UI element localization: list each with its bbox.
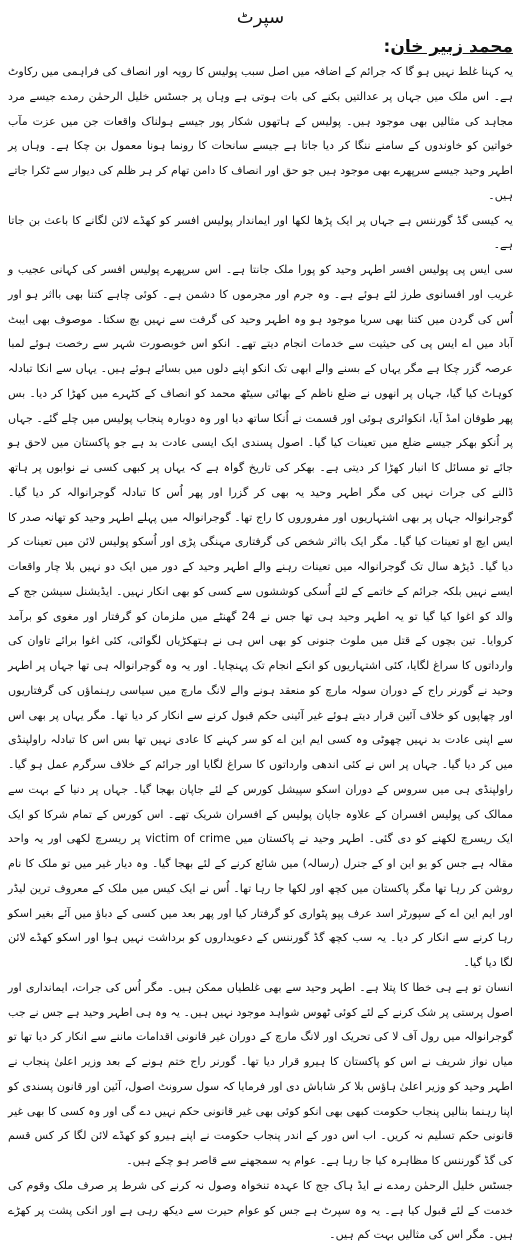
paragraph-3: سی ایس پی پولیس افسر اطہر وحید کو پورا ملک جانتا ہے۔ اس سرپھرے پولیس افسر کی کہانی عجیب و غریب اور افسانوی طرز لئے ہوئے ہے۔ وہ جرم اور مجرموں کا دشمن ہے۔ کوئی چاہے کتنا بھی بااثر ہو اور اُس کی گردن میں کتنا بھی سریا موجود ہو وہ اطہر وحید کی گرفت سے نہیں بچ سکتا۔ موصوف بھی ایبٹ آباد میں اے ایس پی کی حیثیت سے خدمات انجام دیتے تھے۔ انکو اس خوبصورت شہر سے رخصت ہوئے لمبا عرصہ گزر چکا ہے مگر یہاں کے بسنے والے ابھی تک انکو اپنے دلوں میں بسائے ہوئے ہیں۔ یہاں سے انکا تبادلہ کوہاٹ کیا گیا، جہاں پر انھوں نے ضلع ناظم کے بھائی سیٹھ محمد کو انصاف کے کٹہرے میں کھڑا کر دیا۔ بس پھر طوفان امڈ آیا، انکوائری ہوئی اور قسمت نے اُنکا ساتھ دیا اور وہ دوبارہ پنجاب پولیس میں چلے گئے۔ جہاں پر اُنکو بھکر جیسے ضلع میں تعینات کیا گیا۔ اصول پسندی ایک ایسی عادت بد ہے جو پاکستان میں لاحق ہو جائے تو مسائل کا انبار کھڑا کر دیتی ہے۔ بھکر کی تاریخ گواہ ہے کہ یہاں پر کبھی کسی نے نوابوں پر ہاتھ ڈالنے کی جرات نہیں کی مگر اطہر وحید یہ بھی کر گزرا اور پھر اُس کا تبادلہ گوجرانوالہ کر دیا گیا۔ گوجرانوالہ جہاں پر بھی اشتہاریوں اور مفروروں کا راج تھا۔ گوجرانوالہ میں پہلے اطہر وحید کو تھانہ صدر کا ایس ایچ او تعینات کیا گیا۔ مگر ایک بااثر شخص کی گرفتاری مہنگی پڑی اور اُسکو پولیس لائن میں تعینات کر دیا گیا۔ ڈیڑھ سال تک گوجرانوالہ میں تعینات رہنے والے اطہر وحید کے دور میں ایک دو نہیں بلا چار واقعات ایسے نہیں بلکہ جرائم کے خاتمے کے لئے اُسکی کوششوں سے کسی کو بھی انکار نہیں۔ ایڈیشنل سیشن جج کے والد کو اغوا کیا گیا تو یہ اطہر وحید ہی تھا جس نے 24 گھنٹے میں ملزمان کو گرفتار اور مغوی کو برآمد کروایا۔ تین بچوں کے قتل میں ملوث جنونی کو بھی اس ہی نے ہتھکڑیاں لگوائی، کئی اغوا برائے تاوان کی وارداتوں کا سراغ لگایا، کئی اشتہاریوں کو انکے انجام تک پہنچایا۔ اور یہ وہ گوجرانوالہ ہی تھا جہاں پر اطہر وحید نے گورنر راج کے دوران سولہ مارچ کو منعقد ہونے والے لانگ مارچ میں سیاسی رہنماؤں کی گرفتاریوں اور چھاپوں کو خلاف آئین قرار دیتے ہوئے غیر آئینی حکم قبول کرنے سے انکار کر دیا تھا۔ مگر یہاں پر بھی اس سے اپنی عادت بد نہیں چھوٹی وہ کسی ایم این اے کو سر کہنے کا عادی نہیں تھا بس اس کا تبادلہ راولپنڈی میں کر دیا گیا۔ جہاں پر اس نے کئی اندھی وارداتوں کا سراغ لگایا اور جرائم کے خلاف سرگرم عمل ہو گیا۔ راولپنڈی ہی میں سروس کے دوران اسکو سپیشل کورس کے لئے جاپان بھجا گیا۔ جہاں پر دنیا کے بہت سے ممالک کی پولیس افسران کے علاوہ جاپان پولیس کے افسران شریک تھے۔ اس کورس کے تمام شرکا کو ایک ایک ریسرچ لکھنے کو دی گئی۔ اطہر وحید نے پاکستان میں victim of crime پر ریسرچ لکھی اور یہ واحد مقالہ ہے جس کو یو این او کے جنرل (رسالہ) میں شائع کرنے کے لئے بھجا گیا۔ وہ دیار غیر میں تو ملک کا نام روشن کر رہا تھا مگر پاکستان میں کچھ اور لکھا جا رہا تھا۔ اُس نے ایک کیس میں ملک کے معروف ترین لیڈر اور ایم این اے کے سپورٹر اسد عرف پپو پٹواری کو گرفتار کیا اور پھر بعد میں کسی کے دباؤ میں آئے بغیر اسکو رہا کرنے سے انکار کر دیا۔ یہ سب کچھ گڈ گورننس کے دعویداروں کو برداشت نہیں ہوا اور اسکو کھڈے لائن لگا دیا گیا۔ (8, 263, 513, 969)
paragraph-5: جسٹس خلیل الرحمٰن رمدے نے ایڈ ہاک جج کا عہدہ تنخواہ وصول نہ کرنے کی شرط پر صرف ملک وقوم کی خدمت کے لئے قبول کیا ہے۔ یہ وہ سپرٹ ہے جس کو عوام حیرت سے دیکھ رہی ہے اور انکی پشت پر کھڑے ہیں۔ مگر اس کی مثالیں بہت کم ہیں۔ (8, 1178, 513, 1242)
paragraph-2: یہ کیسی گڈ گورننس ہے جہاں پر ایک پڑھا لکھا اور ایماندار پولیس افسر کو کھڈے لائن لگانے کا باعث بن جاتا ہے۔ (8, 213, 513, 252)
byline (8, 36, 513, 58)
paragraph-4: انسان تو ہے ہی خطا کا پتلا ہے۔ اطہر وحید سے بھی غلطیاں ممکن ہیں۔ مگر اُس کی جرات، ایمانداری اور اصول پرستی پر شک کرنے کے لئے کوئی ٹھوس شواہد موجود نہیں ہیں۔ یہ وہ ہی اطہر وحید ہے جس نے جب گوجرانوالہ میں رول آف لا کی تحریک اور لانگ مارچ کے دوران غیر قانونی اقدامات ماننے سے انکار کر دیا تھا تو میاں نواز شریف نے اس کو پاکستان کا ہیرو قرار دیا تھا۔ گورنر راج ختم ہونے کے بعد وزیر اعلیٰ پنجاب نے اطہر وحید کو وزیر اعلیٰ ہاؤس بلا کر شاباش دی اور فرمایا کہ سول سرونٹ اصول، آئین اور قانون پسندی کو اپنا رہنما بنالیں پنجاب حکومت کبھی بھی انکو کوئی بھی غیر قانونی حکم نہیں دے گی اور وہ کسی کا بھی غیر قانونی حکم تسلیم نہ کریں۔ اب اس دور کے اندر پنجاب حکومت نے اپنے ہیرو کو کھڈے لائن لگا کر کس قسم کی گڈ گورننس کا مظاہرہ کیا جا رہا ہے۔ عوام یہ سمجھنے سے قاصر ہو چکے ہیں۔ (8, 980, 513, 1167)
author-name: محمد زبیر خان (390, 37, 513, 57)
paragraph-1: یہ کہنا غلط نہیں ہو گا کہ جرائم کے اضافہ میں اصل سبب پولیس کا رویہ اور انصاف کی فراہمی میں رکاوٹ ہے۔ اس ملک میں جہاں پر عدالتیں بکنے کی بات ہوتی ہے وہاں پر جسٹس خلیل الرحمٰن رمدے جیسے مرد مجاہد کی مثالیں بھی موجود ہیں۔ پولیس کے ہاتھوں شکار پور جیسے ہولناک واقعات جن میں عزت مآب خواتین کو خاوندوں کے سامنے ننگا کر دیا جاتا ہے جیسے سانحات کا رونما ہونا معمول بن چکا ہے۔ وہاں پر اطہر وحید جیسے سرپھرے بھی موجود ہیں جو حق اور انصاف کا دامن تھام کر ہر ظلم کی دیوار سے ٹکرا جاتے ہیں۔ (8, 65, 513, 202)
column-title: سپرٹ (236, 7, 285, 28)
article-body (8, 60, 513, 1248)
author-colon: : (383, 37, 391, 57)
